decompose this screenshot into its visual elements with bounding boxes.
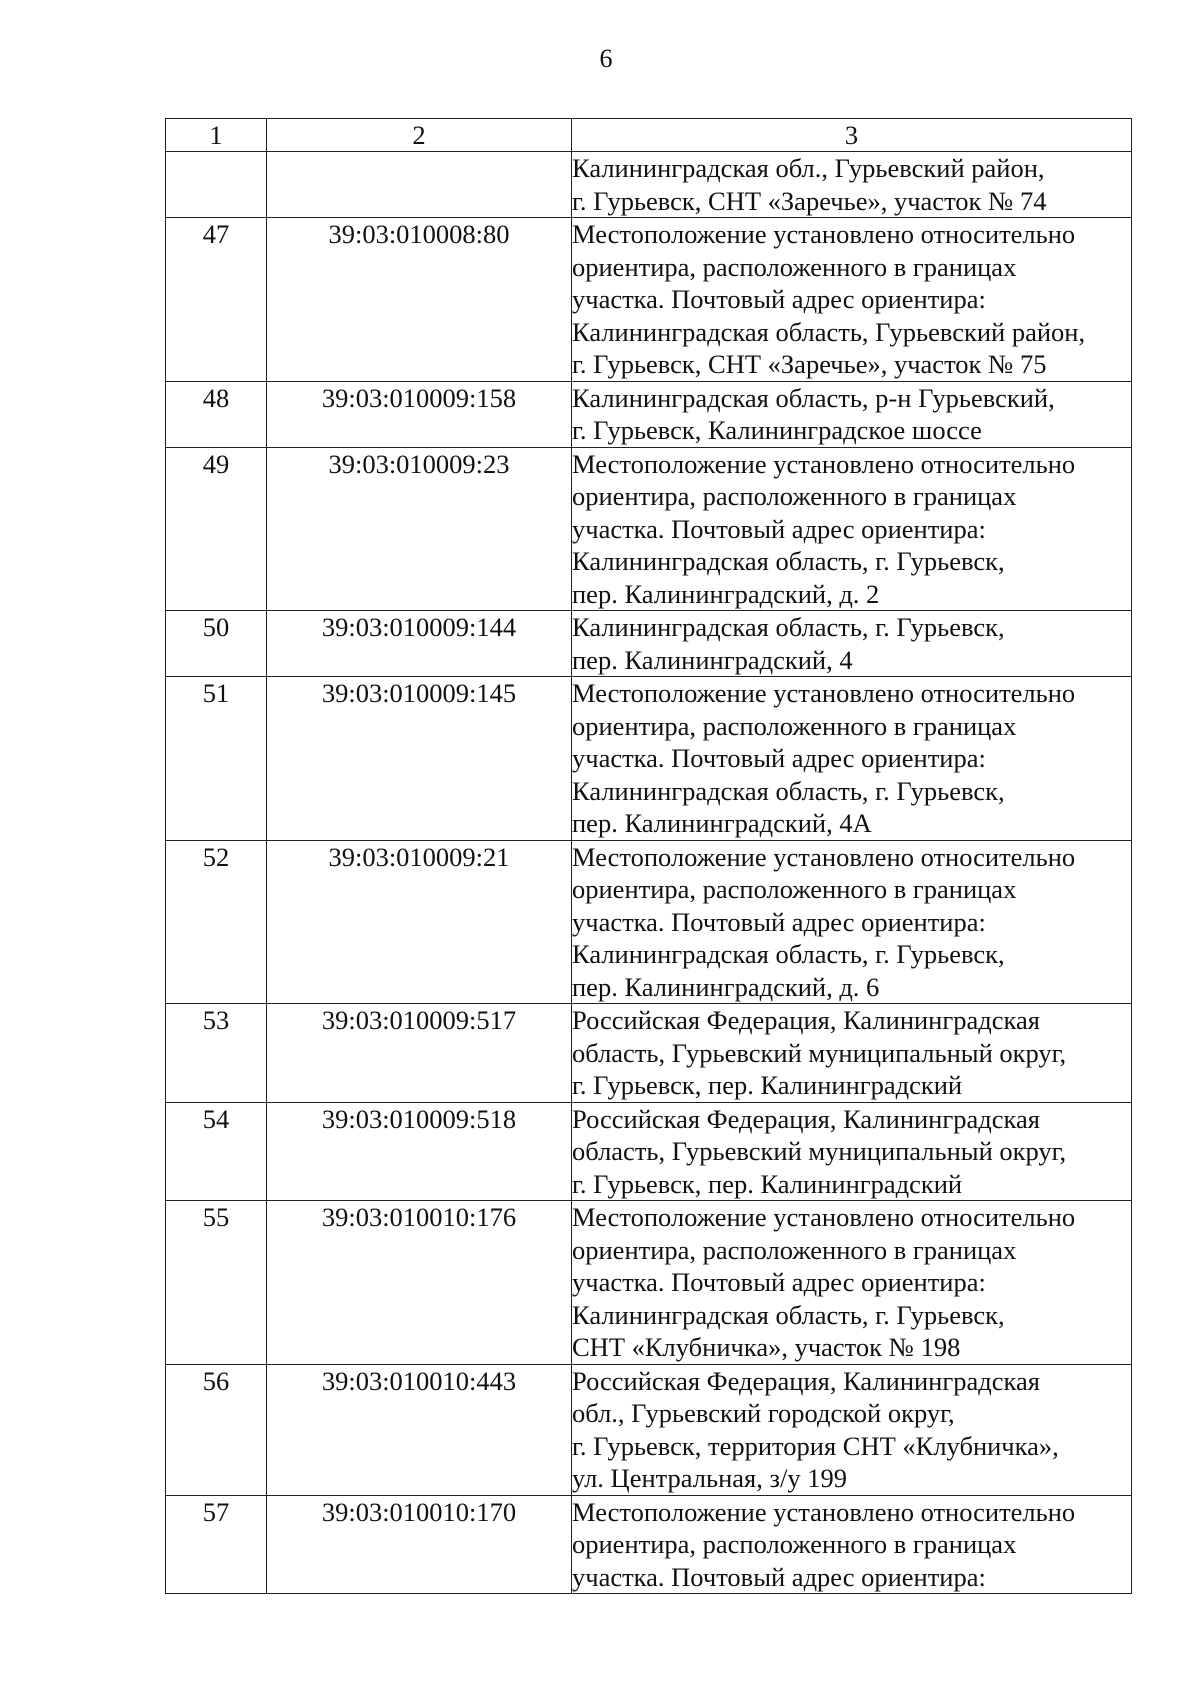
address-cell: [572, 677, 1132, 841]
address-line: область, Гурьевский муниципальный округ,: [572, 1136, 1067, 1166]
address-cell: [572, 1102, 1132, 1201]
row-number-cell: 50: [166, 611, 267, 677]
cadastral-number-cell: 39:03:010009:144: [267, 611, 572, 677]
table-row: [166, 677, 1132, 841]
table-row: [166, 1201, 1132, 1365]
row-number-cell: 49: [166, 447, 267, 611]
address-line: пер. Калининградский, д. 2: [572, 578, 880, 609]
address-line: участка. Почтовый адрес ориентира:: [572, 1267, 986, 1297]
address-line: Российская Федерация, Калининградская: [572, 1005, 1040, 1035]
row-number-cell: 53: [166, 1004, 267, 1103]
address-cell: [572, 1364, 1132, 1495]
address-cell: [572, 1004, 1132, 1103]
address-cell: [572, 381, 1132, 447]
address-line: Местоположение установлено относительно: [572, 841, 1076, 872]
address-line: участка. Почтовый адрес ориентира:: [572, 743, 986, 773]
address-line: Калининградская область, г. Гурьевск,: [572, 612, 1005, 642]
address-line: Местоположение установлено относительно: [572, 1202, 1076, 1232]
address-cell: [572, 218, 1132, 382]
address-line: участка. Почтовый адрес ориентира:: [572, 1561, 986, 1592]
cadastral-number-cell: 39:03:010009:517: [267, 1004, 572, 1103]
address-line: Калининградская область, г. Гурьевск,: [572, 1299, 1005, 1330]
address-line: г. Гурьевск, территория СНТ «Клубничка»,: [572, 1430, 1059, 1461]
table-row: [166, 1364, 1132, 1495]
address-line: Калининградская область, р-н Гурьевский,: [572, 382, 1055, 413]
address-line: г. Гурьевск, СНТ «Заречье», участок № 74: [572, 185, 1047, 216]
address-line: Российская Федерация, Калининградская: [572, 1103, 1040, 1134]
cadastral-number-cell: 39:03:010010:176: [267, 1201, 572, 1365]
address-line: ориентира, расположенного в границах: [572, 874, 1017, 904]
row-number-cell: 48: [166, 381, 267, 447]
address-line: участка. Почтовый адрес ориентира:: [572, 513, 986, 544]
cadastral-number-cell: 39:03:010008:80: [267, 218, 572, 382]
column-header-3: 3: [572, 119, 1132, 152]
address-line: пер. Калининградский, 4: [572, 644, 853, 675]
address-line: Местоположение установлено относительно: [572, 219, 1076, 249]
address-line: г. Гурьевск, СНТ «Заречье», участок № 75: [572, 349, 1047, 379]
row-number-cell: 56: [166, 1364, 267, 1495]
table-header-row: [166, 119, 1132, 152]
address-line: Местоположение установлено относительно: [572, 1496, 1076, 1527]
address-line: ориентира, расположенного в границах: [572, 251, 1017, 282]
address-cell: [572, 447, 1132, 611]
address-line: Калининградская обл., Гурьевский район,: [572, 153, 1045, 183]
address-line: ориентира, расположенного в границах: [572, 1234, 1017, 1265]
row-number-cell: 47: [166, 218, 267, 382]
cadastral-number-cell: 39:03:010010:170: [267, 1495, 572, 1594]
address-line: Калининградская область, г. Гурьевск,: [572, 546, 1005, 576]
address-line: г. Гурьевск, пер. Калининградский: [572, 1168, 963, 1199]
address-cell: [572, 152, 1132, 218]
address-line: ориентира, расположенного в границах: [572, 710, 1017, 741]
address-line: участка. Почтовый адрес ориентира:: [572, 906, 986, 937]
address-line: пер. Калининградский, 4А: [572, 808, 872, 838]
row-number-cell: 57: [166, 1495, 267, 1594]
cadastral-number-cell: [267, 152, 572, 218]
address-line: Калининградская область, Гурьевский район,: [572, 316, 1086, 347]
page-number: 6: [599, 44, 613, 73]
table-row: [166, 840, 1132, 1004]
table-row: [166, 447, 1132, 611]
row-number-cell: 51: [166, 677, 267, 841]
address-cell: [572, 611, 1132, 677]
cadastral-number-cell: 39:03:010009:21: [267, 840, 572, 1004]
table-row: [166, 611, 1132, 677]
address-line: область, Гурьевский муниципальный округ,: [572, 1037, 1067, 1068]
table-row: [166, 381, 1132, 447]
table-row: [166, 1102, 1132, 1201]
row-number-cell: [166, 152, 267, 218]
table-row: [166, 1004, 1132, 1103]
address-line: Российская Федерация, Калининградская: [572, 1365, 1040, 1396]
column-header-2: 2: [267, 119, 572, 152]
address-line: пер. Калининградский, д. 6: [572, 971, 880, 1002]
cadastral-number-cell: 39:03:010009:518: [267, 1102, 572, 1201]
row-number-cell: 55: [166, 1201, 267, 1365]
table-row: [166, 1495, 1132, 1594]
address-line: г. Гурьевск, Калининградское шоссе: [572, 415, 982, 445]
cadastral-number-cell: 39:03:010009:145: [267, 677, 572, 841]
cadastral-number-cell: 39:03:010009:158: [267, 381, 572, 447]
address-line: СНТ «Клубничка», участок № 198: [572, 1332, 961, 1362]
address-line: участка. Почтовый адрес ориентира:: [572, 284, 986, 314]
address-line: ориентира, расположенного в границах: [572, 481, 1017, 511]
address-line: Калининградская область, г. Гурьевск,: [572, 775, 1005, 806]
address-line: Местоположение установлено относительно: [572, 448, 1076, 479]
parcel-table-body: [166, 119, 1132, 1594]
table-row: [166, 218, 1132, 382]
address-cell: [572, 1495, 1132, 1594]
address-line: обл., Гурьевский городской округ,: [572, 1398, 955, 1428]
cadastral-number-cell: 39:03:010010:443: [267, 1364, 572, 1495]
cadastral-number-cell: 39:03:010009:23: [267, 447, 572, 611]
parcel-table: [165, 118, 1132, 1594]
row-number-cell: 52: [166, 840, 267, 1004]
address-cell: [572, 1201, 1132, 1365]
address-line: г. Гурьевск, пер. Калининградский: [572, 1070, 963, 1100]
column-header-1: 1: [166, 119, 267, 152]
address-line: Местоположение установлено относительно: [572, 678, 1076, 708]
row-number-cell: 54: [166, 1102, 267, 1201]
address-line: ул. Центральная, з/у 199: [572, 1463, 847, 1493]
address-line: ориентира, расположенного в границах: [572, 1529, 1017, 1559]
address-line: Калининградская область, г. Гурьевск,: [572, 939, 1005, 969]
table-row: [166, 152, 1132, 218]
address-cell: [572, 840, 1132, 1004]
